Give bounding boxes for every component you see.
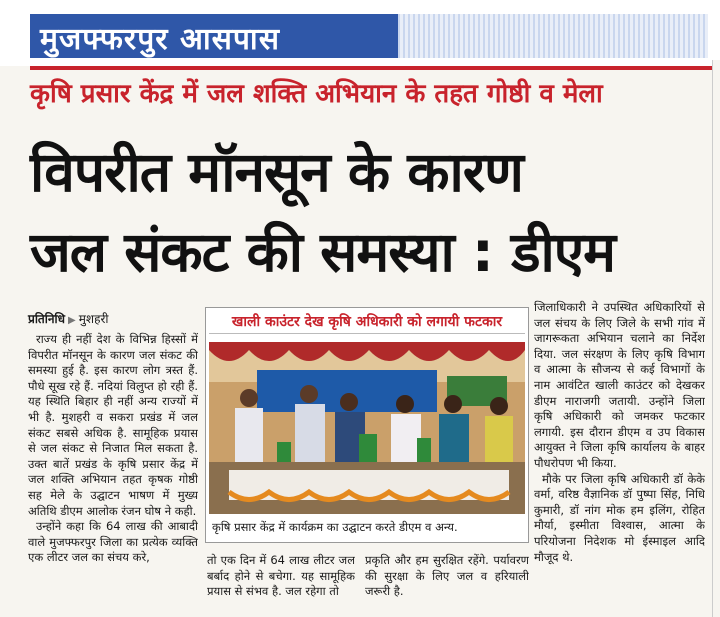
- byline: [28, 310, 108, 327]
- triangle-icon: ▶: [68, 315, 76, 326]
- article-column-2: [207, 553, 355, 603]
- banner-stripe-pattern: [398, 14, 708, 58]
- article-column-4: [534, 300, 705, 600]
- article-paragraph: मौके पर जिला कृषि अधिकारी डॉ केके वर्मा, वरिष्ठ वैज्ञानिक डॉ पुष्पा सिंह, निधि कुमारी, डॉ नांग मोक हम इलिंग, रोहित मौर्या, इस्मीता विश्वास, आत्मा के परियोजना निदेशक मो ईस्माइल आदि मौजूद थे.: [534, 471, 705, 564]
- adjacent-article-edge: [712, 60, 720, 617]
- article-column-1: [28, 332, 198, 602]
- section-title: मुजफ्फरपुर आसपास: [40, 22, 280, 57]
- event-photo: [209, 342, 525, 514]
- byline-label: प्रतिनिधि: [28, 312, 66, 326]
- article-headline-line-1: विपरीत मॉनसून के कारण: [30, 140, 523, 204]
- article-subheadline: कृषि प्रसार केंद्र में जल शक्ति अभियान के तहत गोष्ठी व मेला: [30, 79, 603, 109]
- header-rule: [30, 66, 713, 70]
- article-paragraph: राज्य ही नहीं देश के विभिन्न हिस्सों में विपरीत मॉनसून के कारण जल संकट की समस्या हुई है. इस कारण लोग त्रस्त हैं. पौधे सूख रहे हैं. नदियां विलुप्त हो रही हैं. यह स्थिति बिहार ही नहीं अन्य राज्यों में भी है. मुशहरी व सकरा प्रखंड में जल संकट सबसे अधिक है. सामूहिक प्रयास से जल संकट से निजात मिल सकता है. उक्त बातें प्रखंड के कृषि प्रसार केंद्र में जल शक्ति अभियान तहत कृषक गोष्ठी सह मेले के उद्घाटन भाषण में मुख्य अतिथि डीएम आलोक रंजन घोष ने कही.: [28, 332, 198, 518]
- article-paragraph: तो एक दिन में 64 लाख लीटर जल बर्बाद होने से बचेगा. यह सामूहिक प्रयास से संभव है. जल रहेगा तो: [207, 553, 355, 599]
- photo-box-heading: खाली काउंटर देख कृषि अधिकारी को लगायी फटकार: [209, 311, 525, 334]
- article-paragraph: प्रकृति और हम सुरक्षित रहेंगे. पर्यावरण की सुरक्षा के लिए जल व हरियाली जरूरी है.: [365, 553, 529, 599]
- byline-place: मुशहरी: [78, 312, 109, 326]
- article-column-3: [365, 553, 529, 603]
- article-headline-line-2: जल संकट की समस्या : डीएम: [30, 220, 616, 284]
- article-paragraph: जिलाधिकारी ने उपस्थित अधिकारियों से जल संचय के लिए जिले के सभी गांव में जागरूकता अभियान चलाने का निर्देश दिया. जल संरक्षण के लिए कृषि विभाग व आत्मा के सौजन्य से कई विभागों के नाम आवंटित खाली काउंटर को देखकर डीएम नाराजगी जतायी. उन्होंने जिला कृषि अधिकारी को जमकर फटकार लगायी. इस दौरान डीएम व उप विकास आयुक्त ने जिला कृषि कार्यालय के बाहर पौधरोपण भी किया.: [534, 300, 705, 470]
- photo-caption: कृषि प्रसार केंद्र में कार्यक्रम का उद्घाटन करते डीएम व अन्य.: [212, 520, 458, 534]
- article-paragraph: उन्होंने कहा कि 64 लाख की आबादी वाले मुजफ्फरपुर जिला का प्रत्येक व्यक्ति एक लीटर जल का संचय करे,: [28, 519, 198, 565]
